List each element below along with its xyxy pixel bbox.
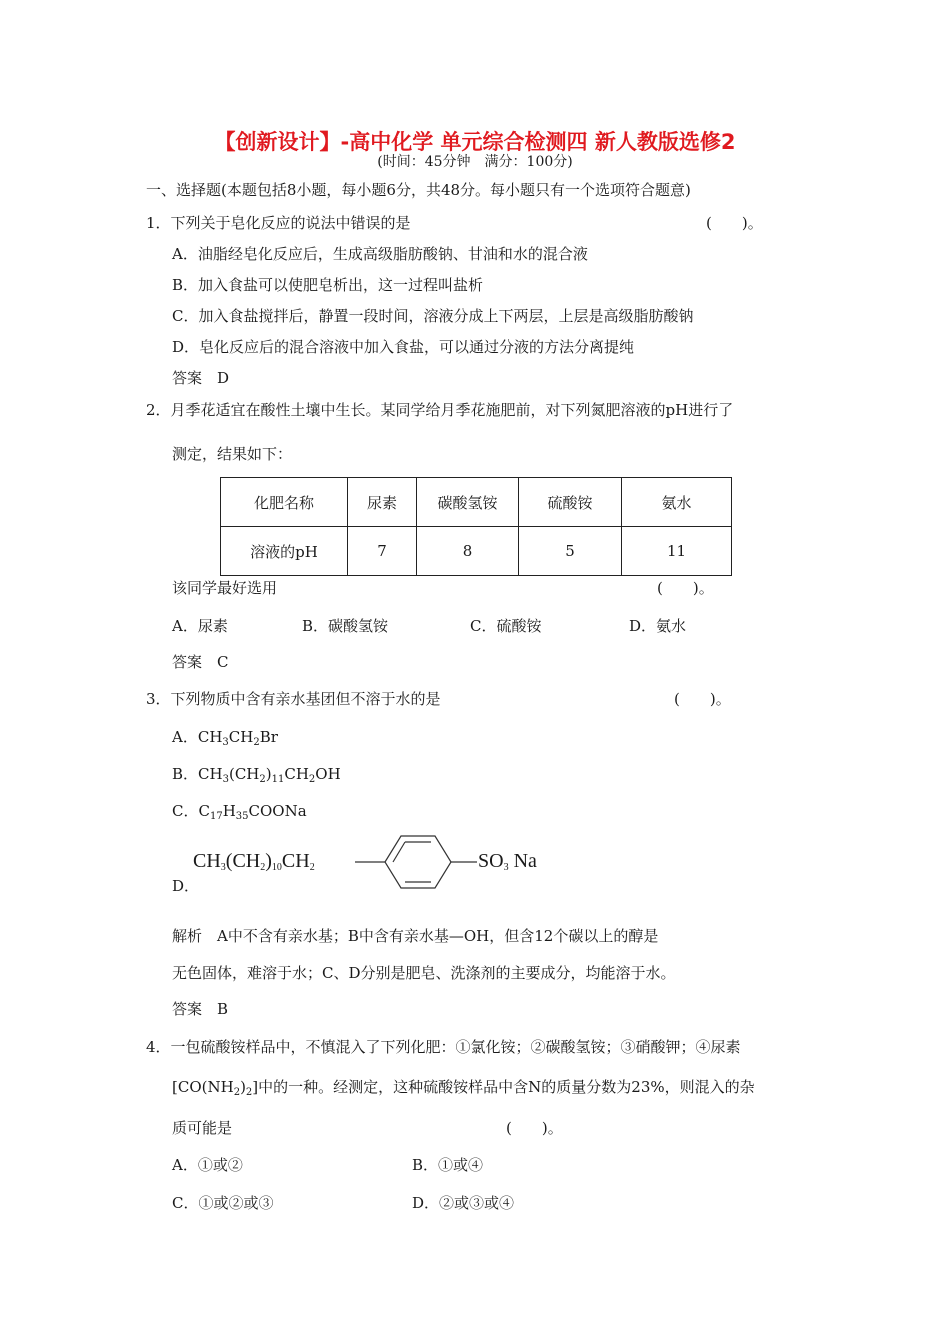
q3-option-d-label: D． xyxy=(172,877,200,895)
page-subtitle: (时间：45分钟 满分：100分) xyxy=(377,154,573,170)
formula-subscript: 3 xyxy=(503,862,509,873)
formula-part: COONa xyxy=(248,802,307,820)
formula-part: CH xyxy=(197,728,223,746)
benzene-ring-diagram xyxy=(355,832,480,892)
q1-option-c: C．加入食盐搅拌后，静置一段时间，溶液分成上下两层，上层是高级脂肪酸钠 xyxy=(172,307,694,325)
table-cell: 碳酸氢铵 xyxy=(417,478,519,527)
q3-option-b xyxy=(172,764,341,790)
table-cell: 尿素 xyxy=(348,478,417,527)
formula-subscript: 17 xyxy=(209,811,223,822)
formula-subscript: 3 xyxy=(220,862,226,873)
q4-option-c: C．①或②或③ xyxy=(172,1194,274,1212)
section-heading: 一、选择题(本题包括8小题，每小题6分，共48分。每小题只有一个选项符合题意) xyxy=(146,181,691,199)
q2-blank: ( )。 xyxy=(657,579,714,597)
table-cell: 化肥名称 xyxy=(221,478,348,527)
q4-stem-line2 xyxy=(172,1077,755,1103)
formula-part: ) xyxy=(265,850,272,872)
q2-option-a: A．尿素 xyxy=(172,617,228,635)
text-part: [CO(NH xyxy=(172,1078,234,1096)
q1-stem: 1．下列关于皂化反应的说法中错误的是 xyxy=(146,214,411,232)
formula-subscript: 2 xyxy=(253,737,260,748)
q3-option-d-formula-left xyxy=(193,850,315,873)
q4-option-a: A．①或② xyxy=(172,1156,243,1174)
formula-subscript: 2 xyxy=(309,862,315,873)
formula-part: CH xyxy=(228,728,254,746)
table-cell: 硫酸铵 xyxy=(519,478,622,527)
formula-part: CH xyxy=(284,765,309,783)
q3-blank: ( )。 xyxy=(674,690,731,708)
formula-subscript: 2 xyxy=(245,1087,253,1098)
table-header-row xyxy=(221,478,732,527)
text-part: ]中的一种。经测定，这种硫酸铵样品中含N的质量分数为23%，则混入的杂 xyxy=(252,1078,755,1096)
table-cell: 8 xyxy=(417,527,519,576)
text-part: ) xyxy=(240,1078,246,1096)
ph-table xyxy=(220,477,732,576)
formula-subscript: 3 xyxy=(222,737,229,748)
table-cell: 11 xyxy=(622,527,732,576)
table-cell: 溶液的pH xyxy=(221,527,348,576)
formula-subscript: 10 xyxy=(271,862,282,873)
option-label: A． xyxy=(172,728,198,746)
q2-stem-line1: 2．月季花适宜在酸性土壤中生长。某同学给月季花施肥前，对下列氮肥溶液的pH进行了 xyxy=(146,401,734,419)
q3-answer: 答案 B xyxy=(172,1000,229,1018)
q1-option-a: A．油脂经皂化反应后，生成高级脂肪酸钠、甘油和水的混合液 xyxy=(172,245,588,263)
table-row xyxy=(221,527,732,576)
formula-part: CH xyxy=(193,850,221,872)
q3-analysis-line1: 解析 A中不含有亲水基；B中含有亲水基—OH，但含12个碳以上的醇是 xyxy=(172,927,659,945)
q2-answer: 答案 C xyxy=(172,653,229,671)
q1-option-d: D．皂化反应后的混合溶液中加入食盐，可以通过分液的方法分离提纯 xyxy=(172,338,635,356)
option-label: B． xyxy=(172,765,199,783)
q3-stem: 3．下列物质中含有亲水基团但不溶于水的是 xyxy=(146,690,441,708)
q2-option-d: D．氨水 xyxy=(629,617,687,635)
formula-subscript: 2 xyxy=(308,774,316,785)
q3-option-d-formula-right xyxy=(478,850,537,873)
formula-part: ) xyxy=(265,765,272,783)
formula-subscript: 3 xyxy=(222,774,229,785)
q4-blank: ( )。 xyxy=(506,1119,563,1137)
formula-part: Br xyxy=(259,728,278,746)
formula-part: OH xyxy=(315,765,341,783)
q3-analysis-line2: 无色固体，难溶于水；C、D分别是肥皂、洗涤剂的主要成分，均能溶于水。 xyxy=(172,964,676,982)
q4-stem-line3: 质可能是 xyxy=(172,1119,233,1137)
q4-option-d: D．②或③或④ xyxy=(412,1194,515,1212)
q1-blank: ( )。 xyxy=(706,214,763,232)
q1-option-b: B．加入食盐可以使肥皂析出，这一过程叫盐析 xyxy=(172,276,484,294)
formula-part: H xyxy=(222,802,236,820)
q2-option-c: C．硫酸铵 xyxy=(470,617,542,635)
formula-part: Na xyxy=(508,850,537,872)
formula-part: (CH xyxy=(228,765,260,783)
formula-subscript: 2 xyxy=(259,774,266,785)
q4-stem-line1: 4．一包硫酸铵样品中，不慎混入了下列化肥：①氯化铵；②碳酸氢铵；③硝酸钾；④尿素 xyxy=(146,1038,741,1056)
table-cell: 氨水 xyxy=(622,478,732,527)
q3-option-c xyxy=(172,801,307,827)
formula-subscript: 2 xyxy=(233,1087,241,1098)
q2-option-b: B．碳酸氢铵 xyxy=(302,617,389,635)
formula-part: CH xyxy=(198,765,223,783)
table-cell: 7 xyxy=(348,527,417,576)
formula-part: SO xyxy=(478,850,504,872)
q4-option-b: B．①或④ xyxy=(412,1156,484,1174)
formula-subscript: 2 xyxy=(260,862,266,873)
page-title: 【创新设计】-高中化学 单元综合检测四 新人教版选修2 xyxy=(214,130,736,154)
formula-part: (CH xyxy=(225,850,261,872)
formula-part: C xyxy=(198,802,210,820)
formula-subscript: 35 xyxy=(235,811,249,822)
q1-answer: 答案 D xyxy=(172,369,230,387)
formula-part: CH xyxy=(281,850,310,872)
table-cell: 5 xyxy=(519,527,622,576)
q2-stem-line2: 测定，结果如下： xyxy=(172,445,293,463)
formula-subscript: 11 xyxy=(271,774,285,785)
q2-question: 该同学最好选用 xyxy=(172,579,278,597)
q3-option-a xyxy=(172,727,278,753)
option-label: C． xyxy=(172,802,199,820)
